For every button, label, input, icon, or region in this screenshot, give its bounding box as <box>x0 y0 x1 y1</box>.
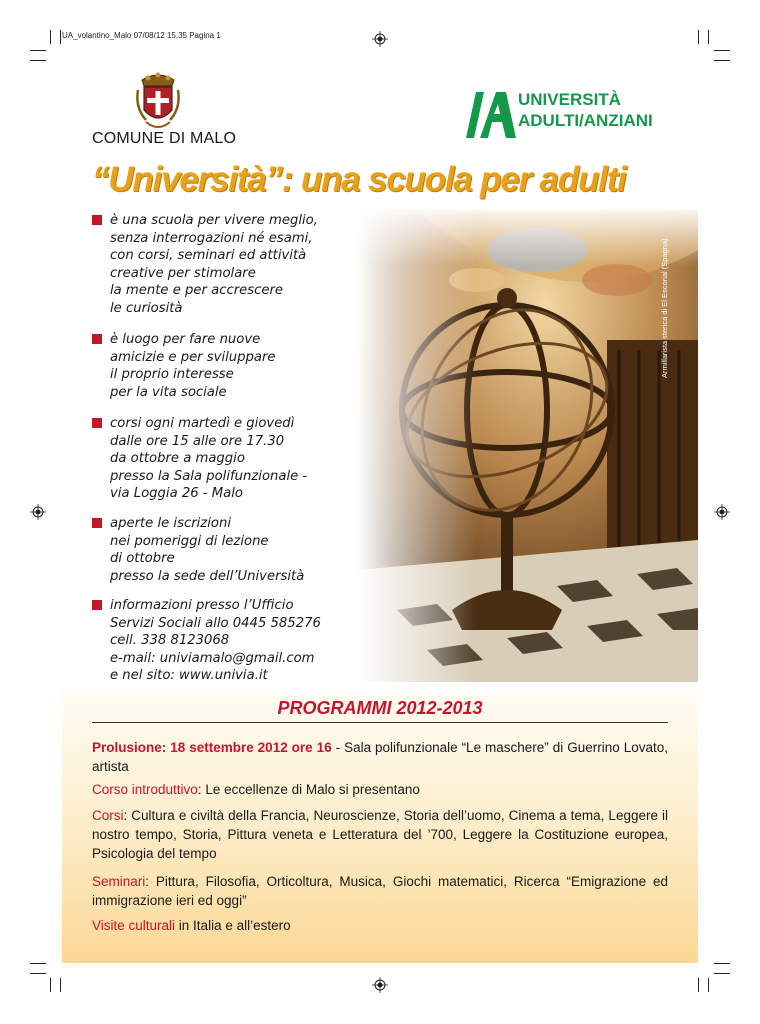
programmi-text: - Sala polifunzionale “Le maschere” di Guerrino Lovato, artista <box>92 740 668 774</box>
malo-crest-icon <box>136 70 180 132</box>
registration-mark-icon <box>372 977 388 993</box>
crop-mark <box>50 30 51 44</box>
programmi-item-prolusione <box>92 738 668 776</box>
bullet-square-icon <box>92 600 102 610</box>
programmi-item-visite <box>92 916 668 935</box>
crop-mark <box>30 50 46 51</box>
crop-mark <box>30 963 46 964</box>
bullet-text: corsi ogni martedì e giovedì dalle ore 15 alle ore 17.30 da ottobre a maggio presso la Sala polifunzionale - via Loggia 26 - Malo <box>110 416 308 501</box>
programmi-text: in Italia e all’estero <box>175 918 291 933</box>
programmi-item-corsi <box>92 806 668 863</box>
programmi-item-corso-introduttivo <box>92 780 668 799</box>
crop-mark <box>50 978 51 992</box>
programmi-label-tail: i <box>172 918 176 933</box>
programmi-text: : Pittura, Filosofia, Orticoltura, Musica, Giochi matematici, Ricerca “Emigrazione ed immigrazione ieri ed oggi” <box>92 874 668 908</box>
crop-mark <box>708 30 709 44</box>
programmi-title: PROGRAMMI 2012-2013 <box>277 698 483 718</box>
crop-mark <box>714 60 730 61</box>
programmi-label: Corso introduttivo <box>92 782 198 797</box>
bullet-text: è una scuola per vivere meglio, senza interrogazioni né esami, con corsi, seminari ed attività creative per stimolare la mente e per accrescere le curiosità <box>110 213 318 316</box>
programmi-label: Seminari <box>92 874 146 889</box>
ua-name-line2: ADULTI/ANZIANI <box>518 111 653 130</box>
crop-mark <box>698 978 699 992</box>
flyer-page <box>62 60 698 963</box>
programmi-text: : Cultura e civiltà della Francia, Neuroscienze, Storia dell’uomo, Cinema a tema, Leggere il nostro tempo, Storia, Pittura veneta e Letteratura del ’700, Leggere la Costituzione europea, Psicologia del tempo <box>92 808 668 861</box>
bullet-square-icon <box>92 334 102 344</box>
bullet-square-icon <box>92 518 102 528</box>
ua-name-line1: UNIVERSITÀ <box>518 90 621 109</box>
bullet-square-icon <box>92 215 102 225</box>
programmi-label: Prolusione: 18 settembre 2012 ore 16 <box>92 740 332 755</box>
registration-mark-icon <box>372 31 388 47</box>
crop-mark <box>60 978 61 992</box>
crop-mark <box>698 30 699 44</box>
crop-mark <box>60 30 61 44</box>
headline: “Università”: una scuola per adulti <box>92 160 626 199</box>
bullet-text: aperte le iscrizioni nei pomeriggi di lezione di ottobre presso la sede dell’Università <box>110 516 305 584</box>
crop-mark <box>30 973 46 974</box>
bullet-text: informazioni presso l’Ufficio Servizi Sociali allo 0445 585276 cell. 338 8123068 e-mail: univiamalo@gmail.com e nel sito: www.univia.it <box>110 598 321 683</box>
registration-mark-icon <box>30 504 46 520</box>
ua-logo-icon <box>462 88 517 140</box>
armillary-sphere-photo <box>357 210 698 682</box>
crop-mark <box>714 973 730 974</box>
crop-mark <box>714 50 730 51</box>
programmi-label: Visite cultural <box>92 918 173 933</box>
bullet-square-icon <box>92 418 102 428</box>
programmi-item-seminari <box>92 872 668 910</box>
comune-name: COMUNE DI MALO <box>92 130 237 147</box>
bullet-text: è luogo per fare nuove amicizie e per sviluppare il proprio interesse per la vita sociale <box>110 332 276 400</box>
photo-credit: Armillarista sterica di El Escorial (Spagna) <box>660 238 669 378</box>
programmi-label: Corsi <box>92 808 124 823</box>
print-header-note: UA_volantino_Malo 07/08/12 15.35 Pagina 1 <box>62 31 221 40</box>
registration-mark-icon <box>714 504 730 520</box>
crop-mark <box>708 978 709 992</box>
programmi-text: : Le eccellenze di Malo si presentano <box>197 782 420 797</box>
crop-mark <box>30 60 46 61</box>
crop-mark <box>714 963 730 964</box>
programmi-divider <box>92 722 668 723</box>
